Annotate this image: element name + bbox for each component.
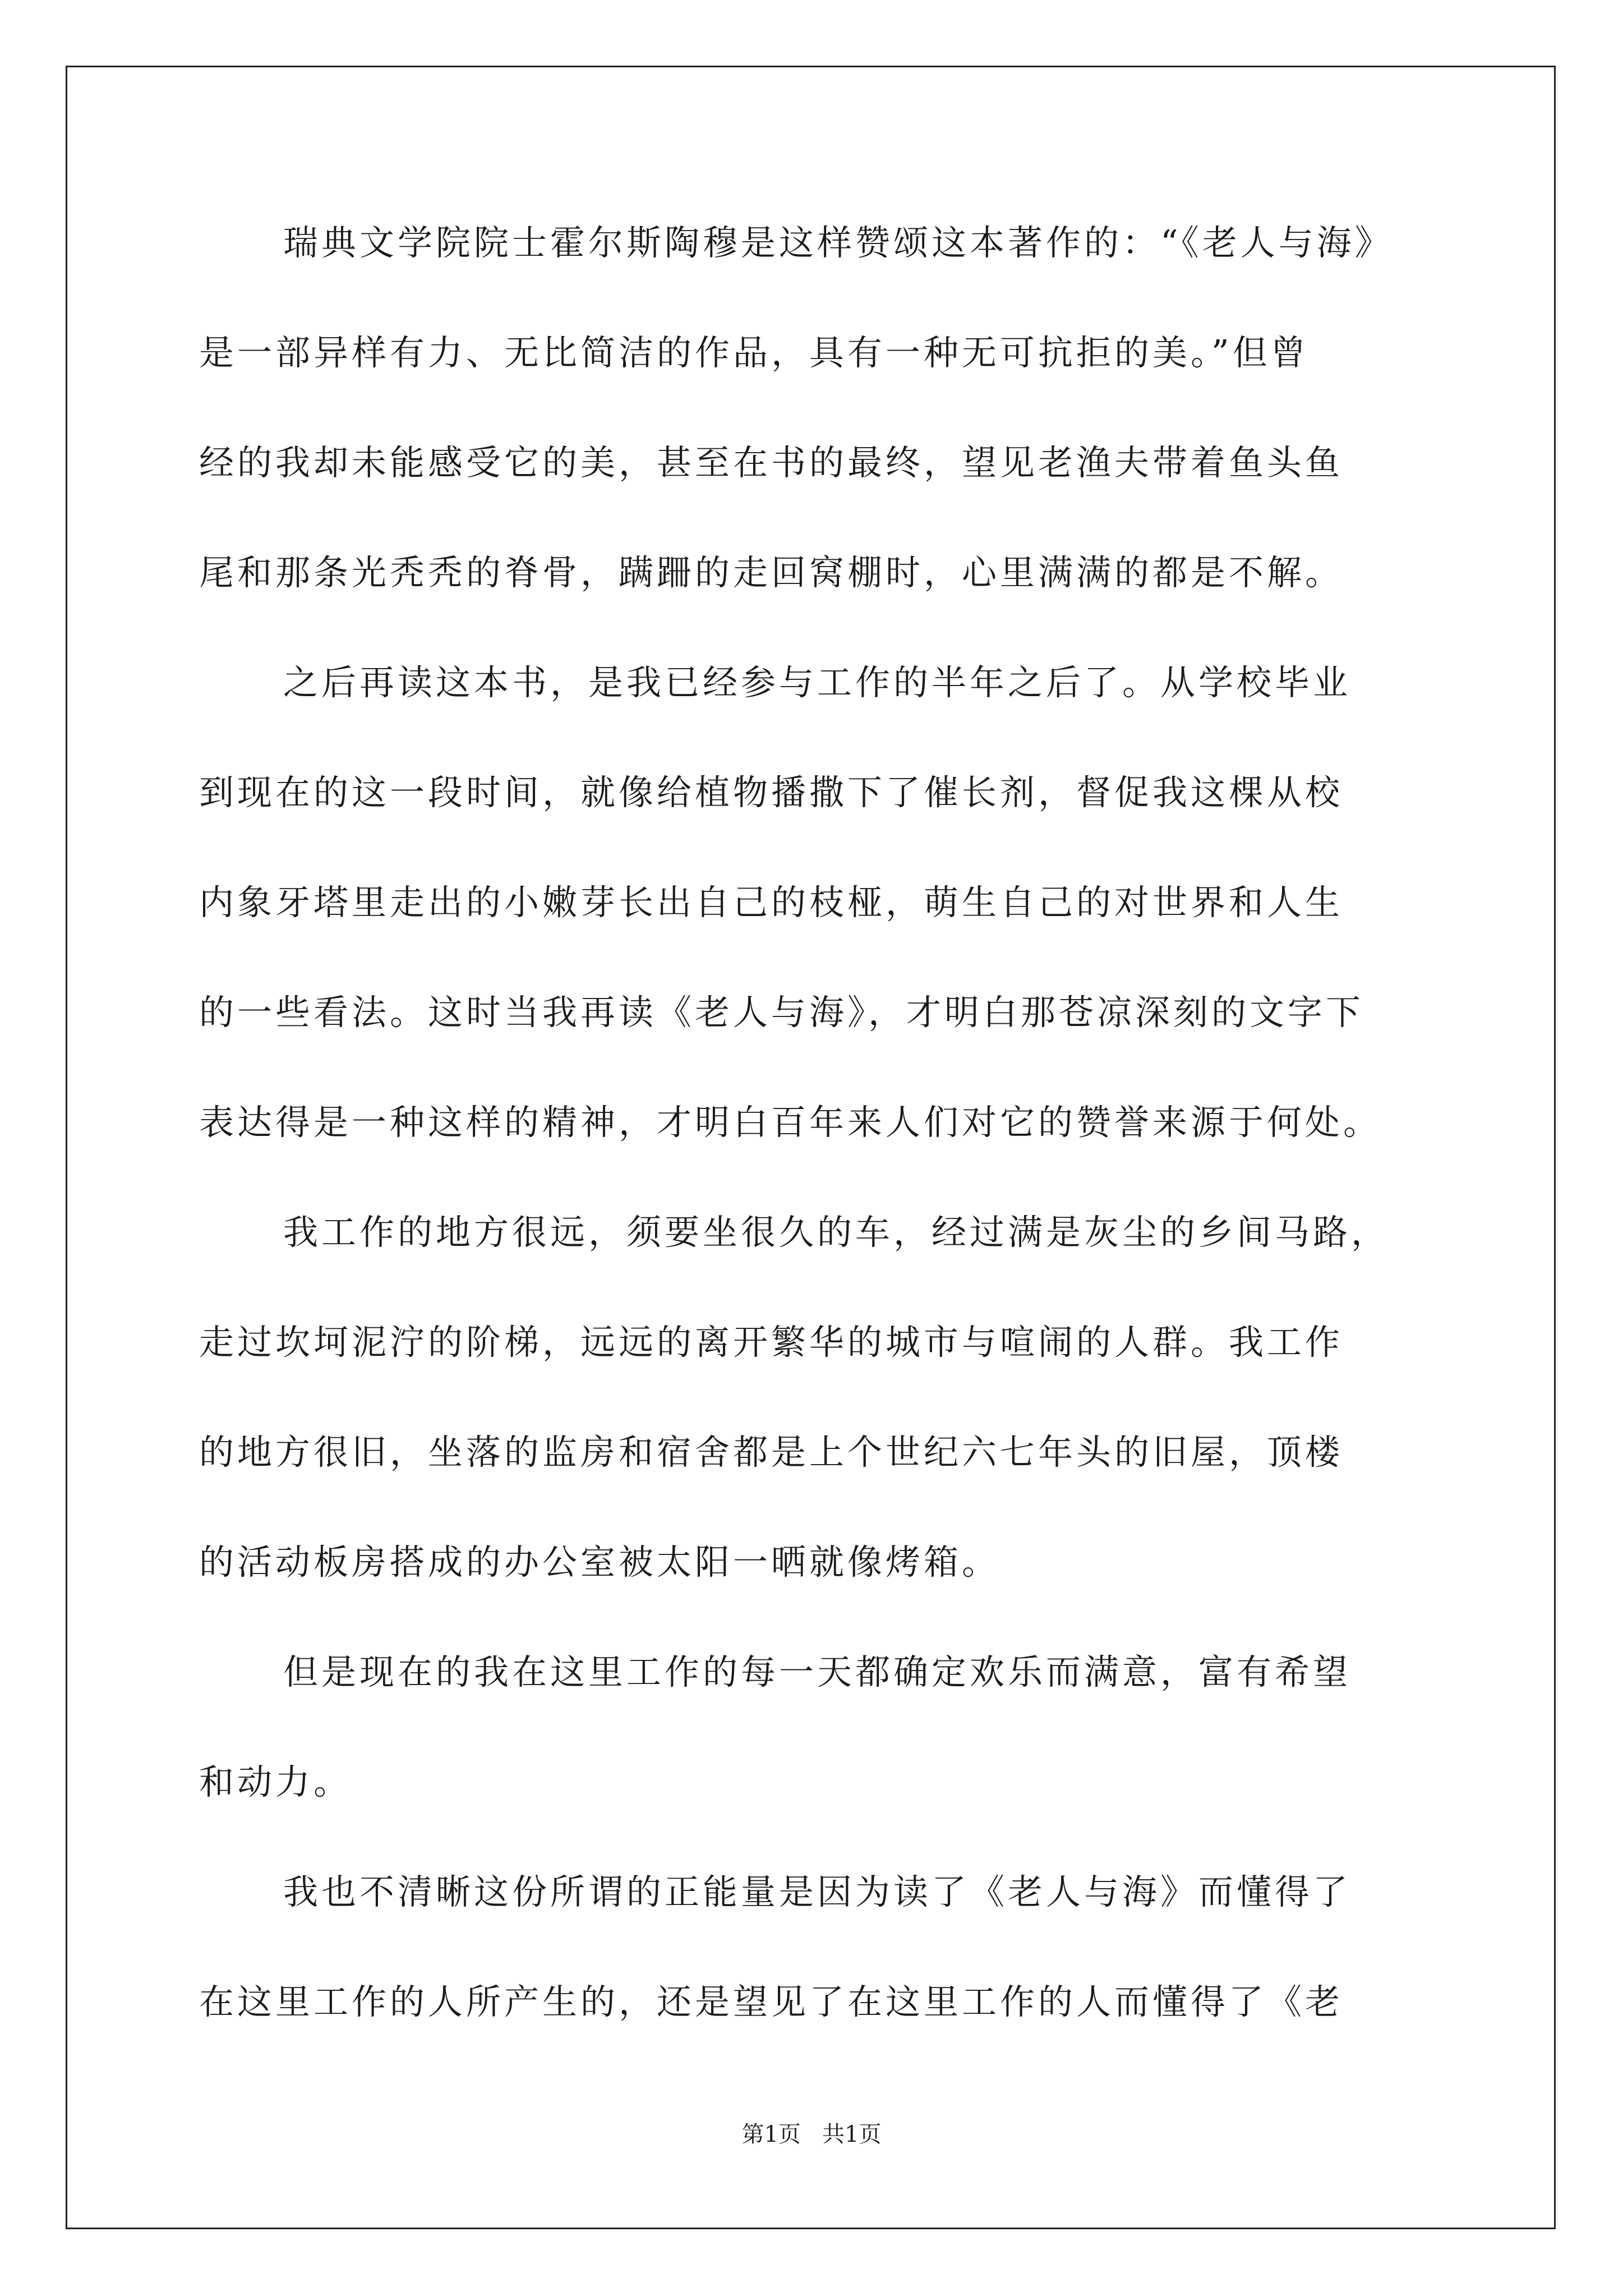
text-line-5: 之后再读这本书，是我已经参与工作的半年之后了。从学校毕业 <box>283 662 1352 703</box>
text-line-9: 表达得是一种这样的精神，才明白百年来人们对它的赞誉来源于何处。 <box>199 1102 1382 1143</box>
text-line-10: 我工作的地方很远，须要坐很久的车，经过满是灰尘的乡间马路， <box>283 1212 1390 1253</box>
page-footer: 第1页 共1页 <box>741 2122 882 2147</box>
text-line-4: 尾和那条光秃秃的脊骨，蹒跚的走回窝棚时，心里满满的都是不解。 <box>199 552 1344 593</box>
text-line-8: 的一些看法。这时当我再读《老人与海》，才明白那苍凉深刻的文字下 <box>199 992 1364 1033</box>
text-line-6: 到现在的这一段时间，就像给植物播撒下了催长剂，督促我这棵从校 <box>199 772 1344 813</box>
text-line-14: 但是现在的我在这里工作的每一天都确定欢乐而满意，富有希望 <box>283 1651 1352 1692</box>
text-line-11: 走过坎坷泥泞的阶梯，远远的离开繁华的城市与喧闹的人群。我工作 <box>199 1322 1344 1363</box>
text-line-17: 在这里工作的人所产生的，还是望见了在这里工作的人而懂得了《老 <box>199 1981 1344 2022</box>
text-line-3: 经的我却未能感受它的美，甚至在书的最终，望见老渔夫带着鱼头鱼 <box>199 442 1344 483</box>
text-line-7: 内象牙塔里走出的小嫩芽长出自己的枝桠，萌生自己的对世界和人生 <box>199 882 1344 923</box>
text-line-2: 是一部异样有力、无比简洁的作品，具有一种无可抗拒的美。”但曾 <box>199 332 1309 373</box>
text-line-12: 的地方很旧，坐落的监房和宿舍都是上个世纪六七年头的旧屋，顶楼 <box>199 1432 1344 1473</box>
text-line-15: 和动力。 <box>199 1761 352 1802</box>
text-line-13: 的活动板房搭成的办公室被太阳一晒就像烤箱。 <box>199 1542 1000 1582</box>
text-line-16: 我也不清晰这份所谓的正能量是因为读了《老人与海》而懂得了 <box>283 1871 1352 1912</box>
text-line-1: 瑞典文学院院士霍尔斯陶穆是这样赞颂这本著作的：“《老人与海》 <box>283 222 1393 263</box>
